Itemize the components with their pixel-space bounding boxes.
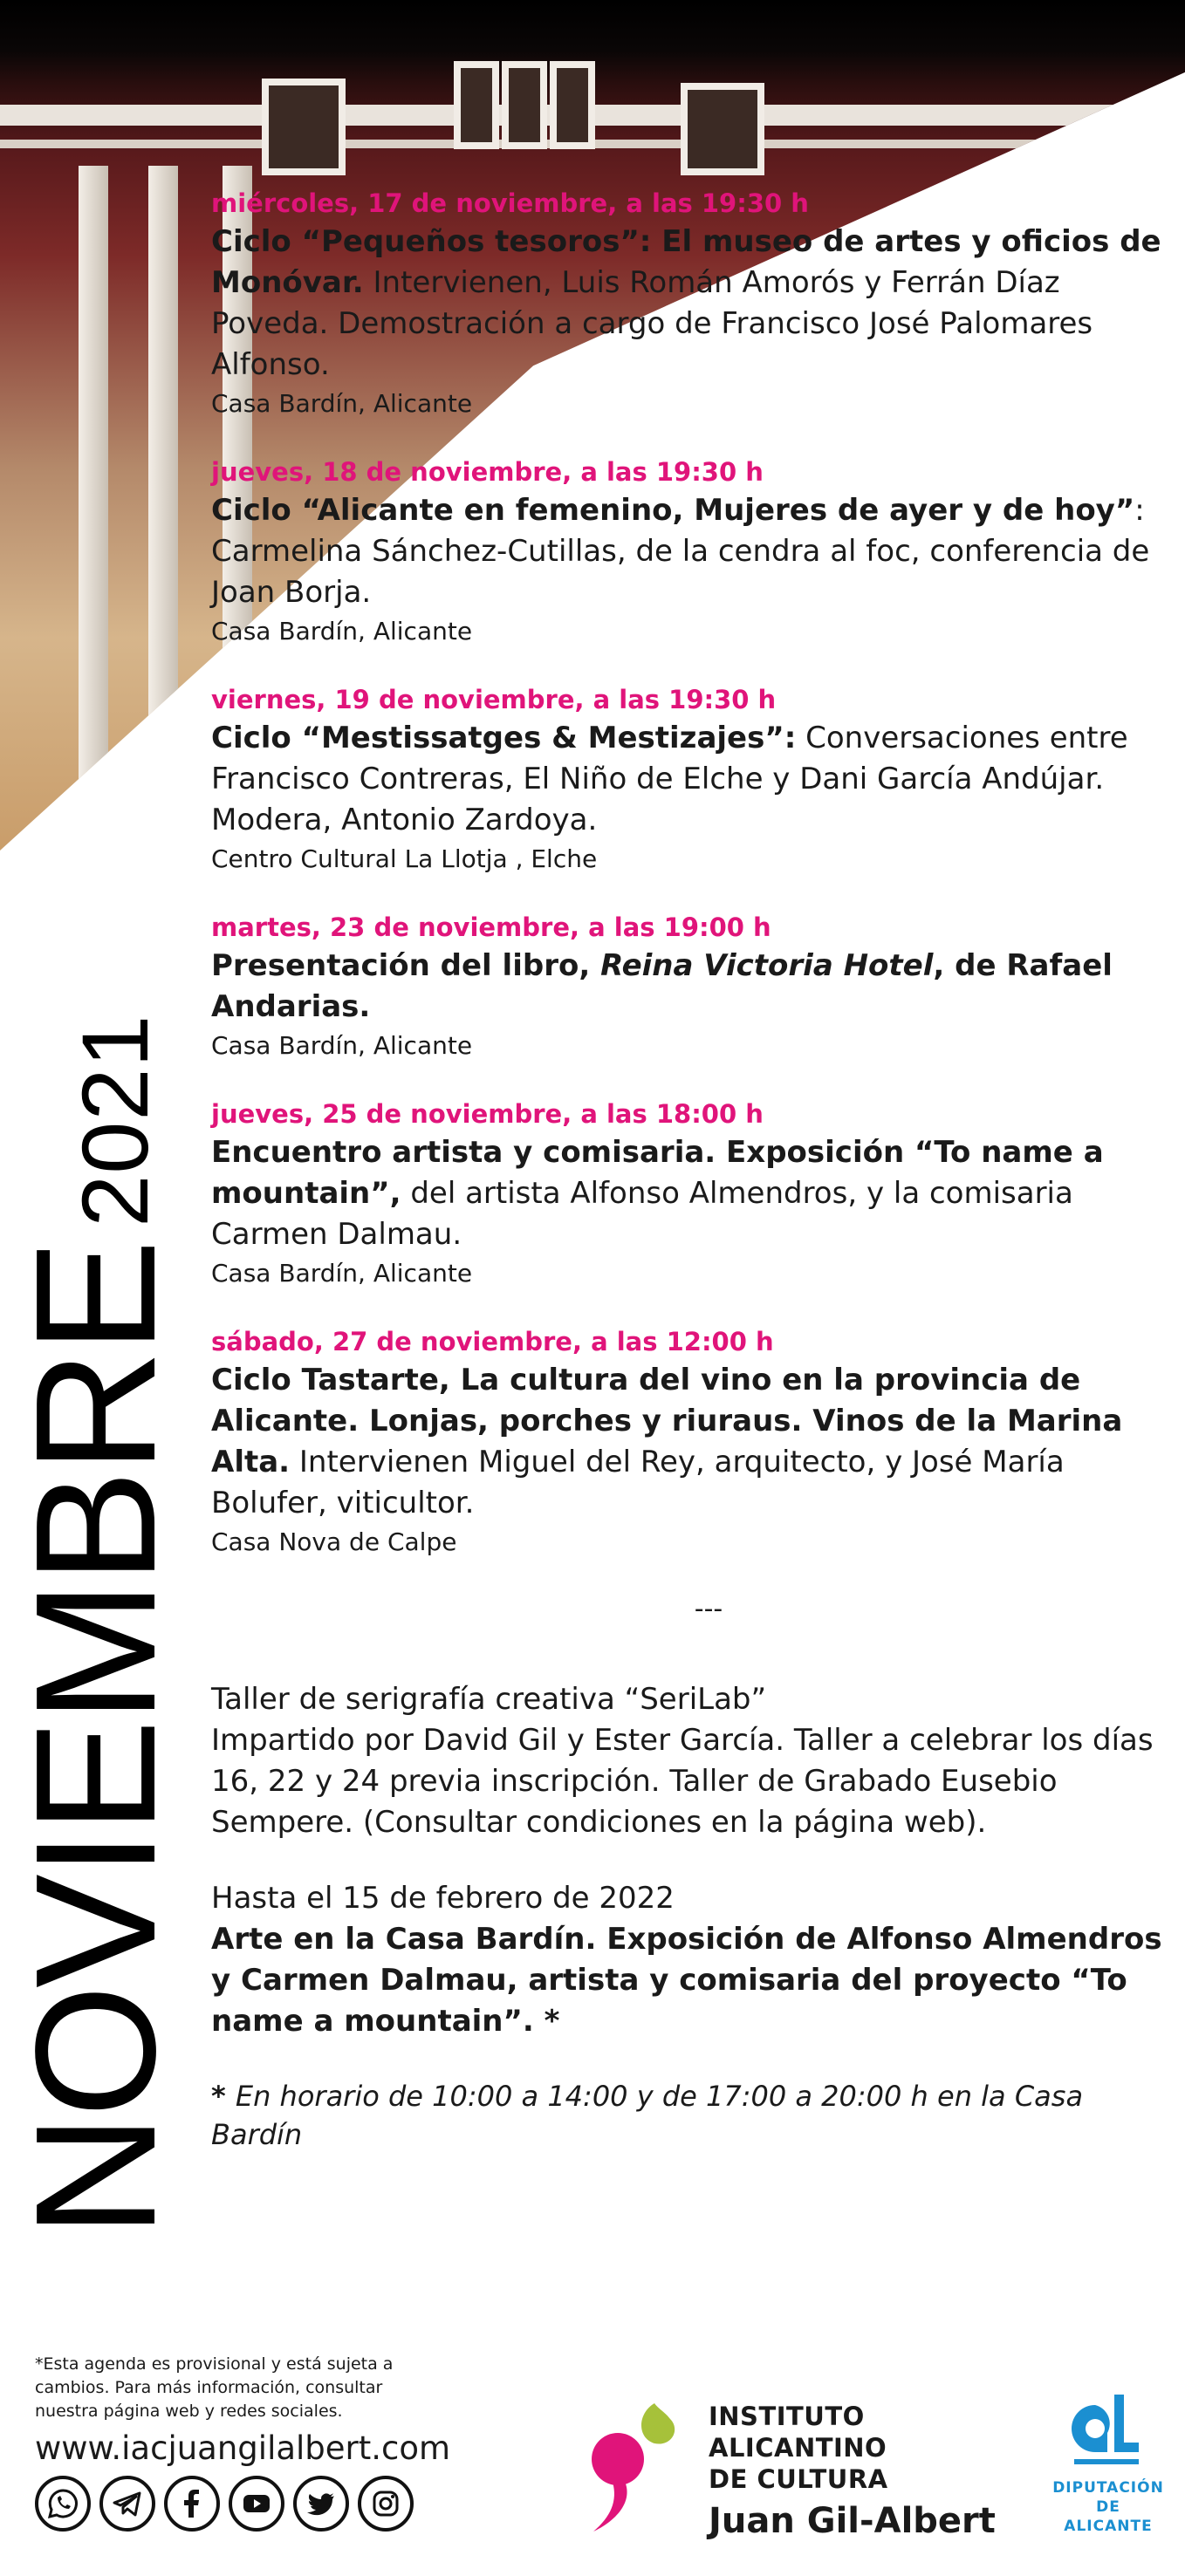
exhibition-until: Hasta el 15 de febrero de 2022 [211, 1881, 675, 1916]
event-title: Ciclo Tastarte, La cultura del vino en la provincia de Alicante. Lonjas, porches y riuraus. Vinos de la Marina Alta. [211, 1363, 1123, 1479]
event-item [211, 909, 1171, 1064]
event-item [211, 454, 1171, 650]
year-label: 2021 [62, 1014, 168, 1227]
event-details: Conversaciones entre Francisco Contreras, El Niño de Elche y Dani García Andújar. Modera, Antonio Zardoya. [211, 721, 1128, 837]
workshop-block [211, 1679, 1171, 1843]
workshop-text: Impartido por David Gil y Ester García. Taller a celebrar los días 16, 22 y 24 previa inscripción. Taller de Grabado Eusebio Sempere. (Consultar condiciones en la página web). [211, 1723, 1154, 1840]
telegram-icon[interactable] [99, 2476, 155, 2532]
instituto-line-2: DE CULTURA [709, 2464, 888, 2494]
social-icons [35, 2476, 414, 2537]
event-place: Casa Bardín, Alicante [211, 1031, 473, 1060]
twitter-icon[interactable] [293, 2476, 349, 2532]
instituto-line-1: INSTITUTO ALICANTINO [709, 2402, 887, 2463]
event-date: martes, 23 de noviembre, a las 19:00 h [211, 912, 771, 942]
exhibition-block [211, 1878, 1171, 2042]
instituto-title: Juan Gil-Albert [709, 2501, 996, 2541]
month-name: NOVIEMBRE [0, 1242, 191, 2238]
website-link[interactable]: www.iacjuangilalbert.com [35, 2429, 451, 2467]
event-place: Centro Cultural La Llotja , Elche [211, 844, 598, 873]
event-item [211, 185, 1171, 422]
event-title [211, 948, 1113, 1024]
hours-note-marker: * [211, 2080, 236, 2113]
event-place: Casa Bardín, Alicante [211, 389, 473, 418]
event-details: del artista Alfonso Almendros, y la comisaria Carmen Dalmau. [211, 1176, 1073, 1252]
event-date: jueves, 18 de noviembre, a las 19:30 h [211, 457, 764, 487]
event-title-prefix: Presentación del libro, [211, 948, 601, 983]
event-description [211, 718, 1171, 841]
event-details: Intervienen Miguel del Rey, arquitecto, y José María Bolufer, viticultor. [211, 1445, 1065, 1520]
event-place: Casa Bardín, Alicante [211, 617, 473, 646]
event-description [211, 1360, 1171, 1524]
event-item [211, 681, 1171, 878]
event-date: sábado, 27 de noviembre, a las 12:00 h [211, 1327, 774, 1356]
event-place: Casa Nova de Calpe [211, 1527, 457, 1556]
youtube-icon[interactable] [229, 2476, 284, 2532]
section-separator: --- [694, 1594, 723, 1624]
instituto-logo-icon [586, 2388, 682, 2536]
event-details: Intervienen, Luis Román Amorós y Ferrán Díaz Poveda. Demostración a cargo de Francisco José Palomares Alfonso. [211, 265, 1093, 382]
diputacion-line-1: DIPUTACIÓN [1052, 2479, 1164, 2497]
event-date: viernes, 19 de noviembre, a las 19:30 h [211, 685, 777, 714]
disclaimer-text: *Esta agenda es provisional y está sujeta a cambios. Para más información, consultar nuestra página web y redes sociales. [35, 2354, 394, 2421]
hours-note-text: En horario de 10:00 a 14:00 y de 17:00 a 20:00 h en la Casa Bardín [211, 2080, 1084, 2151]
event-description [211, 490, 1171, 613]
facebook-icon[interactable] [164, 2476, 220, 2532]
event-description [211, 946, 1171, 1028]
workshop-title: Taller de serigrafía creativa “SeriLab” [211, 1682, 767, 1717]
diputacion-emblem-icon [1069, 2388, 1147, 2475]
event-title: Ciclo “Alicante en femenino, Mujeres de ayer y de hoy” [211, 493, 1135, 528]
event-date: miércoles, 17 de noviembre, a las 19:30 h [211, 188, 809, 218]
event-description [211, 222, 1171, 386]
event-details: : Carmelina Sánchez-Cutillas, de la cendra al foc, conferencia de Joan Borja. [211, 493, 1150, 610]
diputacion-line-2: DE ALICANTE [1064, 2498, 1153, 2535]
event-title-suffix: , de Rafael Andarias. [211, 948, 1113, 1024]
book-title: Reina Victoria Hotel [600, 948, 934, 983]
event-date: jueves, 25 de noviembre, a las 18:00 h [211, 1099, 764, 1129]
event-list [211, 185, 1171, 2154]
event-item [211, 1323, 1171, 1561]
instituto-name [709, 2401, 1023, 2547]
event-title: Encuentro artista y comisaria. Exposición “To name a mountain”, [211, 1135, 1104, 1211]
event-place: Casa Bardín, Alicante [211, 1259, 473, 1288]
hours-note [211, 2077, 1171, 2154]
whatsapp-icon[interactable] [35, 2476, 91, 2532]
event-title: Ciclo “Mestissatges & Mestizajes”: [211, 721, 797, 755]
event-description [211, 1132, 1171, 1255]
diputacion-logo [1051, 2388, 1165, 2536]
event-item [211, 1096, 1171, 1292]
event-title: Ciclo “Pequeños tesoros”: El museo de artes y oficios de Monóvar. [211, 224, 1161, 300]
month-vertical-title [0, 1014, 191, 2238]
exhibition-title: Arte en la Casa Bardín. Exposición de Alfonso Almendros y Carmen Dalmau, artista y comisaria del proyecto “To name a mountain”. * [211, 1922, 1162, 2039]
instagram-icon[interactable] [358, 2476, 414, 2532]
